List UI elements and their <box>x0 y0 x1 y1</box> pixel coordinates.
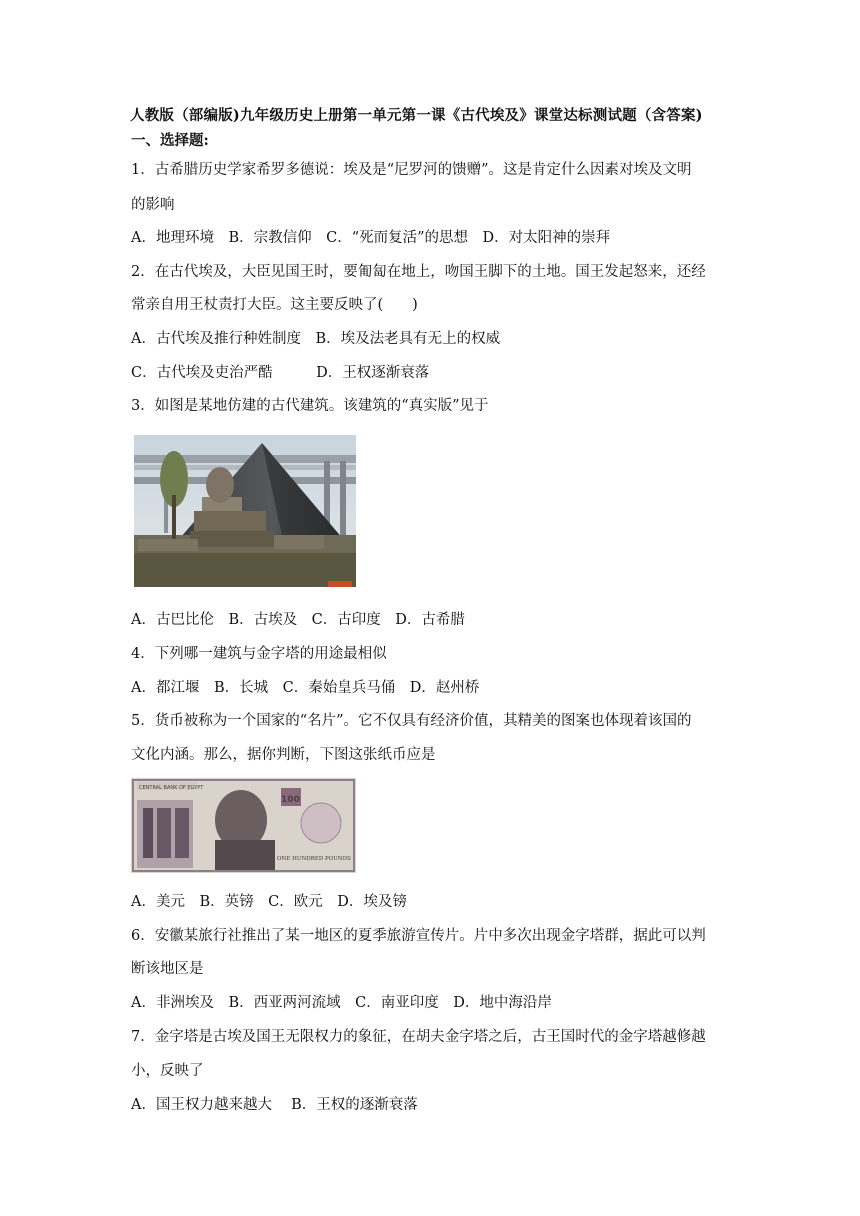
sphinx-pyramid-replica-photo <box>134 435 356 587</box>
banknote-bank-text: CENTRAL BANK OF EGYPT <box>139 785 204 791</box>
question-7-line-1: 7．金字塔是古埃及国王无限权力的象征，在胡夫金字塔之后，古王国时代的金字塔越修越 <box>131 1029 706 1045</box>
question-6-line-1: 6．安徽某旅行社推出了某一地区的夏季旅游宣传片。片中多次出现金字塔群，据此可以判 <box>131 928 706 944</box>
question-7-line-2: 小，反映了 <box>131 1063 204 1079</box>
question-4-options: A．都江堰 B．长城 C．秦始皇兵马俑 D．赵州桥 <box>131 680 480 696</box>
question-2-line-2: 常亲自用王杖责打大臣。这主要反映了( ) <box>131 297 418 313</box>
question-2-options-cd: C．古代埃及吏治严酷 D．王权逐渐衰落 <box>131 365 430 381</box>
question-2-options-ab: A．古代埃及推行种姓制度 B．埃及法老具有无上的权威 <box>131 331 501 347</box>
question-1-line-2: 的影响 <box>131 197 175 213</box>
question-6-line-2: 断该地区是 <box>131 961 204 977</box>
banknote-denomination-text: 100 <box>281 795 300 805</box>
banknote-words-text: ONE HUNDRED POUNDS <box>277 856 351 862</box>
question-1-options: A．地理环境 B．宗教信仰 C．“死而复活”的思想 D．对太阳神的崇拜 <box>131 230 611 246</box>
question-3-line-1: 3．如图是某地仿建的古代建筑。该建筑的“真实版”见于 <box>131 398 489 414</box>
question-3-options: A．古巴比伦 B．古埃及 C．古印度 D．古希腊 <box>131 612 465 628</box>
question-7-options: A．国王权力越来越大 B．王权的逐渐衰落 <box>131 1097 418 1113</box>
egypt-banknote-image <box>131 778 356 873</box>
question-5-line-2: 文化内涵。那么，据你判断，下图这张纸币应是 <box>131 747 436 763</box>
question-4-stem: 4．下列哪一建筑与金字塔的用途最相似 <box>131 646 387 662</box>
question-1-line-1: 1．古希腊历史学家希罗多德说：埃及是“尼罗河的馈赠”。这是肯定什么因素对埃及文明 <box>131 162 692 178</box>
question-6-options: A．非洲埃及 B．西亚两河流域 C．南亚印度 D．地中海沿岸 <box>131 995 552 1011</box>
document-title: 人教版（部编版)九年级历史上册第一单元第一课《古代埃及》课堂达标测试题（含答案) <box>130 107 703 124</box>
question-5-line-1: 5．货币被称为一个国家的“名片”。它不仅具有经济价值，其精美的图案也体现着该国的 <box>131 713 692 729</box>
section-heading: 一、选择题: <box>131 132 209 149</box>
question-5-options: A．美元 B．英镑 C．欧元 D．埃及镑 <box>131 894 407 910</box>
question-2-line-1: 2．在古代埃及，大臣见国王时，要匍匐在地上，吻国王脚下的土地。国王发起怒来，还经 <box>131 264 706 280</box>
